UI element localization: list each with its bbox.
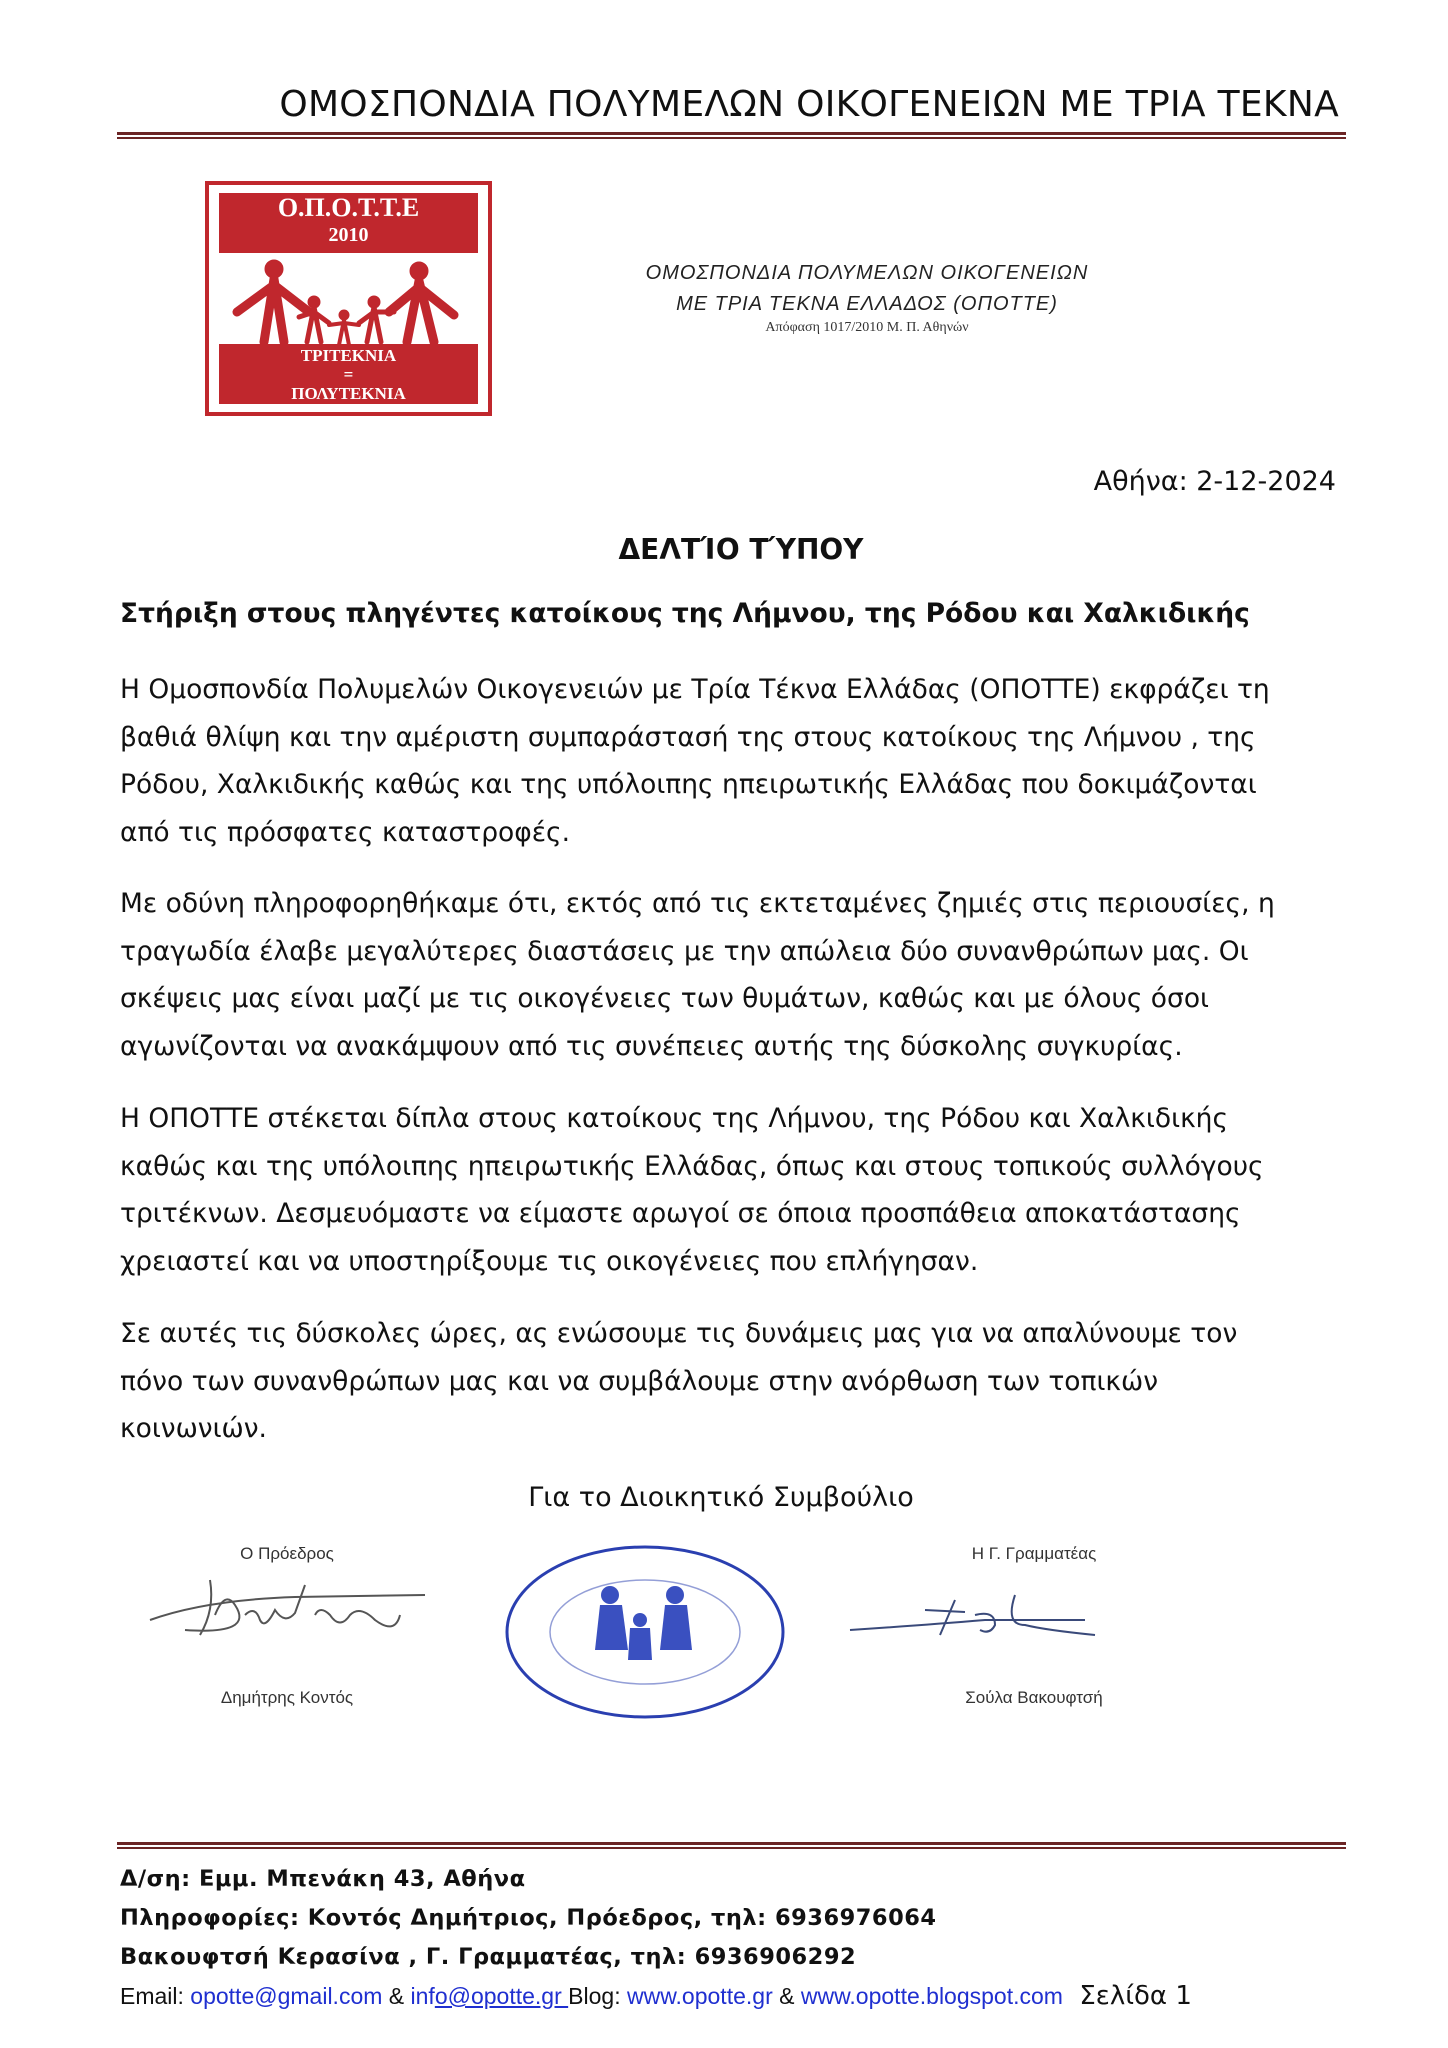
president-signature	[145, 1575, 435, 1645]
secretary-signature	[845, 1590, 1105, 1650]
opotte-logo	[205, 181, 492, 416]
logo-slogan: =	[343, 365, 354, 384]
org-decision: Απόφαση 1017/2010 Μ. Π. Αθηνών	[765, 320, 969, 335]
footer-divider	[117, 1842, 1346, 1849]
secretary-name: Σούλα Βακουφτσή	[965, 1688, 1103, 1707]
paragraph	[120, 1095, 1264, 1285]
president-role: Ο Πρόεδρος	[240, 1544, 334, 1563]
logo-slogan: ΠΟΛΥΤΕΚΝΙΑ	[291, 384, 406, 403]
page-number: Σελίδα 1	[1079, 1981, 1192, 2011]
footer-info: Πληροφορίες: Κοντός Δημήτριος, Πρόεδρος, τηλ: 6936976064	[120, 1905, 937, 1931]
paragraph-line: Η ΟΠΟΤΤΕ στέκεται δίπλα στους κατοίκους της Λήμνου, της Ρόδου και Χαλκιδικής	[120, 1103, 1229, 1134]
paragraph-line: από τις πρόσφατες καταστροφές.	[120, 816, 571, 848]
website-link[interactable]: www.opotte.gr	[626, 1983, 773, 2009]
separator: &	[772, 1983, 801, 2009]
paragraph	[120, 666, 1270, 856]
footer-address: Δ/ση: Εμμ. Μπενάκη 43, Αθήνα	[120, 1866, 526, 1892]
org-name-line: ΟΜΟΣΠΟΝΔΙΑ ΠΟΛΥΜΕΛΩΝ ΟΙΚΟΓΕΝΕΙΩΝ	[645, 262, 1089, 284]
org-name-line: ΜΕ ΤΡΙΑ ΤΕΚΝΑ ΕΛΛΑΔΟΣ (ΟΠΟΤΤΕ)	[676, 293, 1058, 315]
email-link[interactable]: opotte@gmail.com	[190, 1983, 383, 2009]
paragraph-line: βαθιά θλίψη και την αμέριστη συμπαράστασή της στους κατοίκους της Λήμνου , της	[120, 721, 1256, 753]
president-name: Δημήτρης Κοντός	[220, 1688, 354, 1707]
document-subtitle: Στήριξη στους πληγέντες κατοίκους της Λήμνου, της Ρόδου και Χαλκιδικής	[120, 598, 1250, 629]
paragraph-line: πόνο των συνανθρώπων μας και να συμβάλουμε στην ανόρθωση των τοπικών	[120, 1365, 1159, 1397]
secretary-role: Η Γ. Γραμματέας	[971, 1544, 1097, 1563]
paragraph-line: Με οδύνη πληροφορηθήκαμε ότι, εκτός από τις εκτεταμένες ζημιές στις περιουσίες, η	[120, 888, 1275, 919]
family-figures-icon	[229, 257, 469, 347]
organization-stamp	[500, 1540, 790, 1725]
paragraph-line: σκέψεις μας είναι μαζί με τις οικογένειες των θυμάτων, καθώς και με όλους όσοι	[120, 983, 1209, 1015]
document-title: ΔΕΛΤΊΟ ΤΎΠΟΥ	[618, 533, 864, 566]
logo-text: Ο.Π.Ο.Τ.Τ.Ε	[277, 193, 420, 222]
blog-link[interactable]: www.opotte.blogspot.com	[800, 1983, 1063, 2009]
paragraph-line: Σε αυτές τις δύσκολες ώρες, ας ενώσουμε τις δυνάμεις μας για να απαλύνουμε τον	[120, 1318, 1238, 1349]
paragraph	[120, 880, 1275, 1070]
blog-label: Blog:	[568, 1983, 627, 2009]
footer-contacts	[120, 1977, 1192, 2016]
paragraph-line: τριτέκνων. Δεσμευόμαστε να είμαστε αρωγοί σε όποια προσπάθεια αποκατάστασης	[120, 1198, 1241, 1230]
document-date: Αθήνα: 2-12-2024	[1093, 466, 1336, 497]
paragraph-line: καθώς και της υπόλοιπης ηπειρωτικής Ελλάδας, όπως και στους τοπικούς συλλόγους	[120, 1150, 1264, 1182]
header-divider	[117, 132, 1346, 139]
info-email-link[interactable]: o@opotte.gr	[434, 1983, 569, 2009]
separator: &	[382, 1983, 411, 2009]
logo-slogan: ΤΡΙΤΕΚΝΙΑ	[300, 346, 397, 365]
paragraph-line: κοινωνιών.	[120, 1413, 267, 1445]
paragraph-line: χρειαστεί και να υποστηρίξουμε τις οικογένειες που επλήγησαν.	[120, 1245, 979, 1277]
signature-intro: Για το Διοικητικό Συμβούλιο	[528, 1482, 914, 1513]
paragraph-line: Ρόδου, Χαλκιδικής καθώς και της υπόλοιπης ηπειρωτικής Ελλάδας που δοκιμάζονται	[120, 769, 1257, 801]
footer	[120, 1860, 1192, 2016]
paragraph-line: Η Ομοσπονδία Πολυμελών Οικογενειών με Τρία Τέκνα Ελλάδας (ΟΠΟΤΤΕ) εκφράζει τη	[120, 674, 1270, 705]
email-label: Email:	[120, 1983, 191, 2009]
organization-name-block	[567, 258, 1167, 336]
paragraph-line: τραγωδία έλαβε μεγαλύτερες διαστάσεις με την απώλεια δύο συνανθρώπων μας. Οι	[120, 935, 1249, 967]
paragraph	[120, 1310, 1237, 1453]
paragraph-line: αγωνίζονται να ανακάμψουν από τις συνέπειες αυτής της δύσκολης συγκυρίας.	[120, 1030, 1183, 1062]
footer-secretary: Βακουφτσή Κερασίνα , Γ. Γραμματέας, τηλ: 6936906292	[120, 1944, 857, 1970]
info-email-link-start[interactable]: inf	[410, 1983, 435, 2009]
logo-year: 2010	[328, 224, 369, 246]
page-header-title: ΟΜΟΣΠΟΝΔΙΑ ΠΟΛΥΜΕΛΩΝ ΟΙΚΟΓΕΝΕΙΩΝ ΜΕ ΤΡΙΑ ΤΕΚΝΑ	[279, 84, 1339, 125]
